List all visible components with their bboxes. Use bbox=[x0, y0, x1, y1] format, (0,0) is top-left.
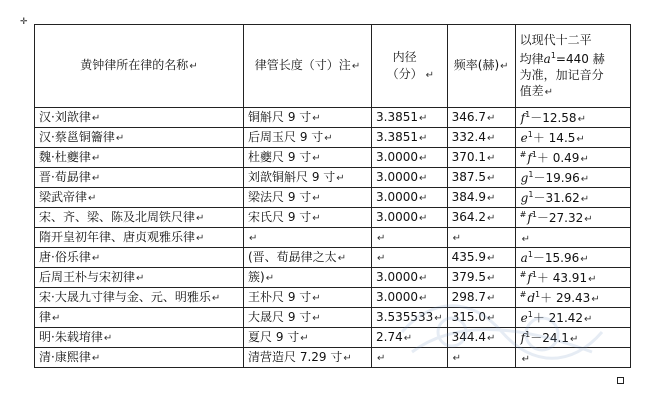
cell-name: 宋·大晟九寸律与金、元、明雅乐↵ bbox=[35, 288, 244, 308]
cell-name: 汉·蔡邕铜籥律↵ bbox=[35, 128, 244, 148]
cell-diameter: 3.0000↵ bbox=[372, 268, 448, 288]
cell-frequency: 332.4↵ bbox=[447, 128, 515, 148]
cell-frequency: ↵ bbox=[447, 348, 515, 368]
cell-pitch: ↵ bbox=[515, 348, 630, 368]
table-row bbox=[35, 128, 631, 148]
table-row bbox=[35, 148, 631, 168]
table-row bbox=[35, 248, 631, 268]
cell-name: 宋、齐、梁、陈及北周铁尺律↵ bbox=[35, 208, 244, 228]
cell-length: 清营造尺 7.29 寸↵ bbox=[244, 348, 372, 368]
table-header-row bbox=[35, 25, 631, 108]
table-row bbox=[35, 348, 631, 368]
cell-length: 梁法尺 9 寸↵ bbox=[244, 188, 372, 208]
cell-diameter: 3.0000↵ bbox=[372, 148, 448, 168]
cell-pitch: $e^1+$ 21.42↵ bbox=[515, 308, 630, 328]
cell-diameter: 2.74↵ bbox=[372, 328, 448, 348]
cell-pitch: ↵ bbox=[515, 228, 630, 248]
cell-pitch: $f^1-24.1↵$ bbox=[515, 328, 630, 348]
cell-length: 铜斛尺 9 寸↵ bbox=[244, 108, 372, 128]
cell-name: 隋开皇初年律、唐贞观雅乐律↵ bbox=[35, 228, 244, 248]
header-pitch: 以现代十二平 均律$a^1=440$ 赫 为准，加记音分 值差↵ bbox=[515, 25, 630, 108]
cell-name: 明·朱载堉律↵ bbox=[35, 328, 244, 348]
cell-frequency: 370.1↵ bbox=[447, 148, 515, 168]
cell-diameter: 3.535533↵ bbox=[372, 308, 448, 328]
cell-frequency: 315.0↵ bbox=[447, 308, 515, 328]
cell-diameter: ↵ bbox=[372, 248, 448, 268]
table-row bbox=[35, 208, 631, 228]
cell-pitch: $g^1-19.96↵$ bbox=[515, 168, 630, 188]
cell-name: 梁武帝律↵ bbox=[35, 188, 244, 208]
cell-pitch: $g^1-31.62↵$ bbox=[515, 188, 630, 208]
cell-diameter: 3.0000↵ bbox=[372, 208, 448, 228]
cell-pitch: $a^1-15.96↵$ bbox=[515, 248, 630, 268]
cell-length: (晋、荀勗律之太↵ bbox=[244, 248, 372, 268]
table-row bbox=[35, 108, 631, 128]
cell-length: 王朴尺 9 寸↵ bbox=[244, 288, 372, 308]
cell-diameter: ↵ bbox=[372, 228, 448, 248]
table-row bbox=[35, 308, 631, 328]
cell-frequency: 435.9↵ bbox=[447, 248, 515, 268]
cell-frequency: ↵ bbox=[447, 228, 515, 248]
cell-pitch: $^{\#}d^1+$ 29.43↵ bbox=[515, 288, 630, 308]
cell-name: 律↵ bbox=[35, 308, 244, 328]
cell-frequency: 344.4↵ bbox=[447, 328, 515, 348]
cell-pitch: $^{\#}f^1+$ 43.91↵ bbox=[515, 268, 630, 288]
cell-diameter: ↵ bbox=[372, 348, 448, 368]
header-length: 律管长度（寸）注↵ bbox=[244, 25, 372, 108]
header-frequency: 频率(赫)↵ bbox=[447, 25, 515, 108]
cell-name: 晋·荀勗律↵ bbox=[35, 168, 244, 188]
cell-length: 大晟尺 9 寸↵ bbox=[244, 308, 372, 328]
cell-name: 清·康熙律↵ bbox=[35, 348, 244, 368]
table-row bbox=[35, 288, 631, 308]
table-row bbox=[35, 328, 631, 348]
cell-frequency: 298.7↵ bbox=[447, 288, 515, 308]
cell-frequency: 379.5↵ bbox=[447, 268, 515, 288]
table-anchor-marker: ✛ bbox=[20, 17, 28, 27]
cell-diameter: 3.3851↵ bbox=[372, 128, 448, 148]
table-resize-handle[interactable] bbox=[617, 377, 624, 384]
cell-length: 簇)↵ bbox=[244, 268, 372, 288]
cell-length: 刘歆铜斛尺 9 寸↵ bbox=[244, 168, 372, 188]
cell-pitch: $e^1+$ 14.5↵ bbox=[515, 128, 630, 148]
cell-frequency: 384.9↵ bbox=[447, 188, 515, 208]
cell-frequency: 387.5↵ bbox=[447, 168, 515, 188]
cell-diameter: 3.3851↵ bbox=[372, 108, 448, 128]
cell-length: 夏尺 9 寸↵ bbox=[244, 328, 372, 348]
cell-name: 唐·俗乐律↵ bbox=[35, 248, 244, 268]
cell-length: 宋氏尺 9 寸↵ bbox=[244, 208, 372, 228]
cell-diameter: 3.0000↵ bbox=[372, 288, 448, 308]
table-row bbox=[35, 268, 631, 288]
cell-length: 后周玉尺 9 寸↵ bbox=[244, 128, 372, 148]
cell-name: 魏·杜夔律↵ bbox=[35, 148, 244, 168]
table-row bbox=[35, 168, 631, 188]
table-row bbox=[35, 188, 631, 208]
cell-pitch: $^{\#}f^1-27.32↵$ bbox=[515, 208, 630, 228]
cell-pitch: $^{\#}f^1+$ 0.49↵ bbox=[515, 148, 630, 168]
cell-diameter: 3.0000↵ bbox=[372, 168, 448, 188]
cell-pitch: $f^1-12.58↵$ bbox=[515, 108, 630, 128]
header-diameter: 内径（分） ↵ bbox=[372, 25, 448, 108]
cell-name: 汉·刘歆律↵ bbox=[35, 108, 244, 128]
cell-frequency: 346.7↵ bbox=[447, 108, 515, 128]
cell-length: 杜夔尺 9 寸↵ bbox=[244, 148, 372, 168]
header-name: 黄钟律所在律的名称↵ bbox=[35, 25, 244, 108]
pitch-table bbox=[34, 24, 631, 368]
cell-name: 后周王朴与宋初律↵ bbox=[35, 268, 244, 288]
table-row bbox=[35, 228, 631, 248]
cell-length: ↵ bbox=[244, 228, 372, 248]
cell-frequency: 364.2↵ bbox=[447, 208, 515, 228]
cell-diameter: 3.0000↵ bbox=[372, 188, 448, 208]
